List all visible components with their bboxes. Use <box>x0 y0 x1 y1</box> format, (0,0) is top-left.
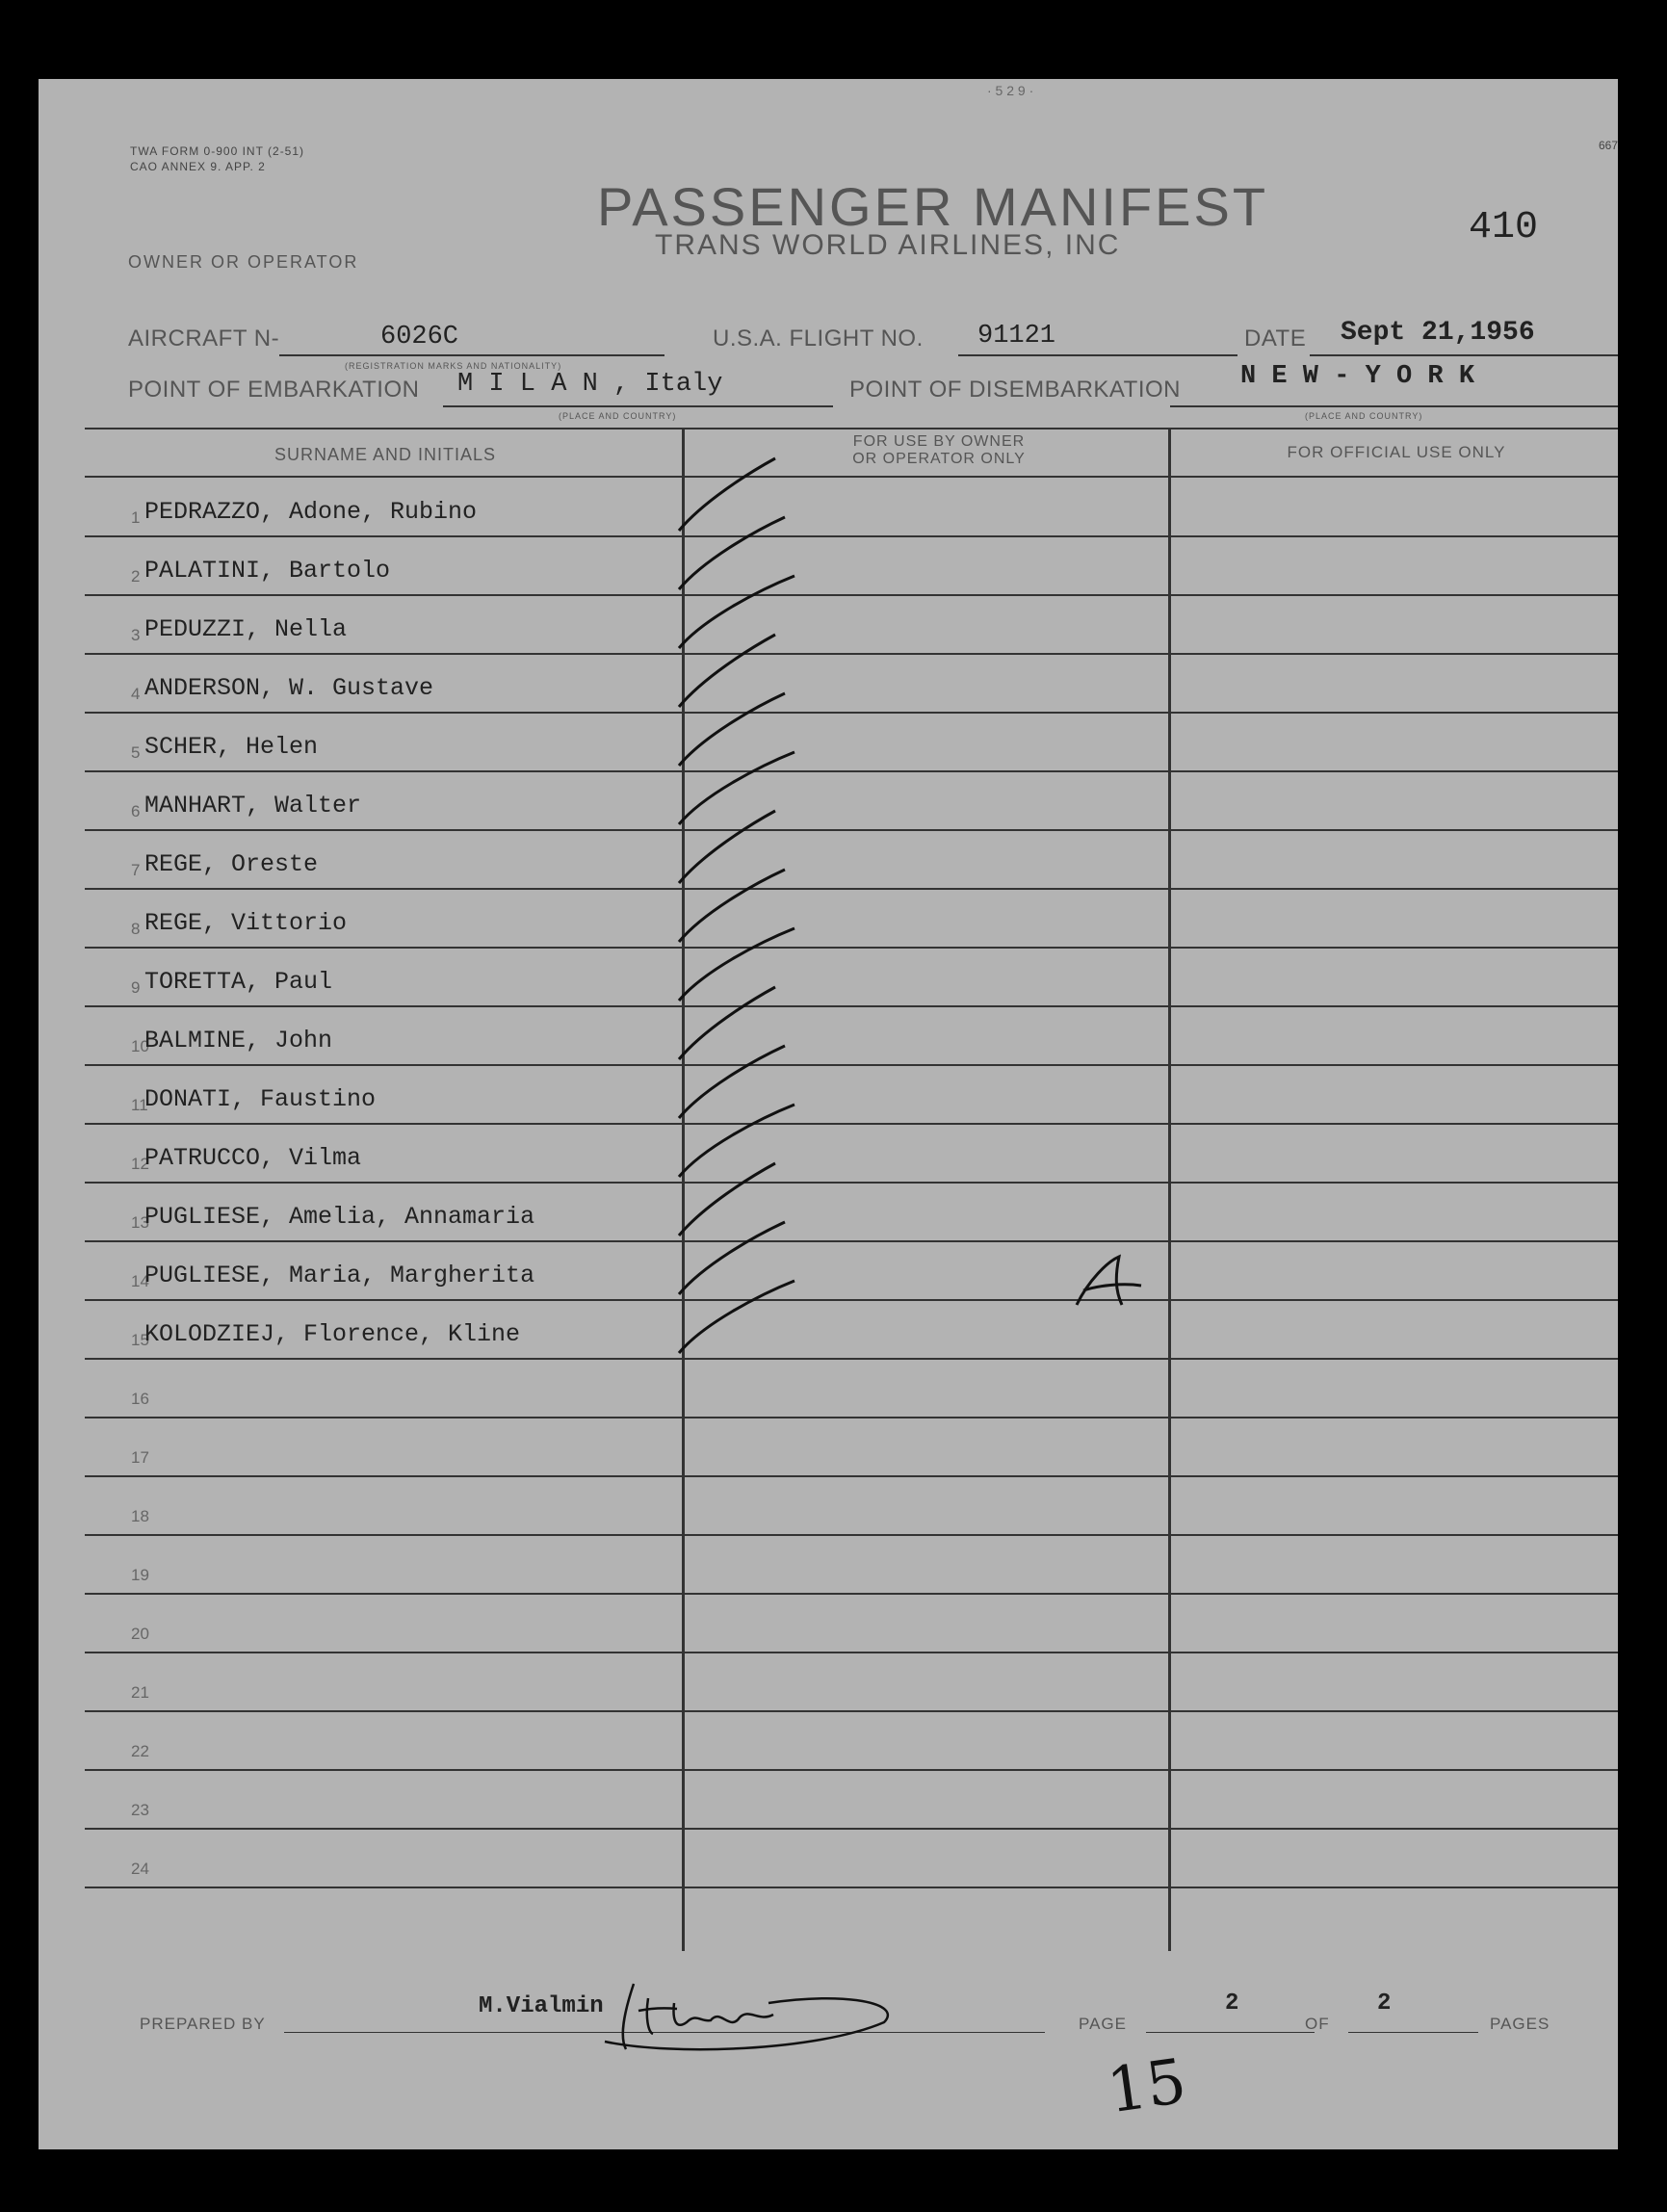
row-number: 4 <box>131 685 141 703</box>
aircraft-note: (REGISTRATION MARKS AND NATIONALITY) <box>345 361 562 371</box>
passenger-name: ANDERSON, W. Gustave <box>144 674 434 702</box>
row-number: 7 <box>131 861 141 879</box>
page-number: 2 <box>1225 1991 1239 2017</box>
row-number: 8 <box>131 920 141 938</box>
row-number: 24 <box>131 1860 149 1878</box>
check-mark <box>679 752 794 824</box>
passenger-name: KOLODZIEJ, Florence, Kline <box>144 1320 521 1348</box>
of-label: OF <box>1305 2015 1330 2033</box>
row-number: 17 <box>131 1448 149 1467</box>
owner-operator-label: OWNER OR OPERATOR <box>128 252 359 272</box>
passenger-name: TORETTA, Paul <box>144 968 333 996</box>
pages-label: PAGES <box>1490 2015 1550 2033</box>
prepared-by-label: PREPARED BY <box>140 2015 266 2033</box>
airline-name: TRANS WORLD AIRLINES, INC <box>655 229 1121 261</box>
passenger-name: BALMINE, John <box>144 1027 333 1054</box>
passenger-name: PUGLIESE, Maria, Margherita <box>144 1262 535 1289</box>
top-stamp: · 5 2 9 · <box>987 83 1034 98</box>
check-mark <box>679 635 775 707</box>
column-surname: SURNAME AND INITIALS <box>273 445 497 464</box>
check-mark <box>679 458 775 531</box>
check-mark <box>679 1281 794 1353</box>
passenger-name: PEDUZZI, Nella <box>144 615 348 643</box>
check-mark <box>679 1222 785 1294</box>
aircraft-number: 6026C <box>380 323 459 351</box>
flight-number: 91121 <box>977 322 1056 351</box>
passenger-name: PUGLIESE, Amelia, Annamaria <box>144 1203 535 1231</box>
document-number: 410 <box>1469 206 1539 249</box>
check-mark <box>679 987 775 1059</box>
row-number: 10 <box>131 1037 149 1055</box>
row-number: 14 <box>131 1272 149 1290</box>
disembarkation-place: N E W - Y O R K <box>1240 362 1475 391</box>
flight-date: Sept 21,1956 <box>1341 318 1535 348</box>
signature <box>595 1965 932 2070</box>
passenger-name: REGE, Vittorio <box>144 909 348 937</box>
check-mark <box>679 870 785 942</box>
row-number: 11 <box>131 1096 148 1114</box>
passenger-name: SCHER, Helen <box>144 733 319 761</box>
check-mark <box>679 1046 785 1118</box>
passenger-name: DONATI, Faustino <box>144 1085 377 1113</box>
row-number: 23 <box>131 1801 149 1819</box>
aircraft-label: AIRCRAFT N- <box>128 325 280 351</box>
check-mark <box>679 1163 775 1236</box>
row-number: 20 <box>131 1625 149 1643</box>
column-owner-line2: OR OPERATOR ONLY <box>852 451 1026 467</box>
row-number: 19 <box>131 1566 149 1584</box>
check-mark <box>679 517 785 589</box>
date-label: DATE <box>1244 325 1307 351</box>
row-number: 1 <box>131 508 141 527</box>
passenger-name: REGE, Oreste <box>144 850 319 878</box>
check-marks <box>39 79 1618 2149</box>
disembarkation-label: POINT OF DISEMBARKATION <box>849 377 1181 403</box>
column-owner-line1: FOR USE BY OWNER <box>852 433 1026 450</box>
passenger-name: PEDRAZZO, Adone, Rubino <box>144 498 478 526</box>
passenger-name: MANHART, Walter <box>144 792 362 820</box>
row-number: 22 <box>131 1742 149 1760</box>
row-number: 3 <box>131 626 141 644</box>
flight-label: U.S.A. FLIGHT NO. <box>713 325 924 351</box>
row-number: 16 <box>131 1390 149 1408</box>
check-mark <box>679 693 785 766</box>
row-number: 6 <box>131 802 141 820</box>
passenger-name: PATRUCCO, Vilma <box>144 1144 362 1172</box>
row-number: 21 <box>131 1683 149 1702</box>
handwritten-initial <box>1069 1252 1146 1319</box>
form-code-line1: TWA FORM 0-900 INT (2-51) <box>130 144 305 158</box>
column-official: FOR OFFICIAL USE ONLY <box>1287 443 1506 461</box>
manifest-sheet <box>39 79 1618 2149</box>
check-mark <box>679 1105 794 1177</box>
of-underline <box>1348 2032 1478 2033</box>
form-code-line2: CAO ANNEX 9. APP. 2 <box>130 160 266 173</box>
page-code: 667 <box>1598 139 1618 152</box>
row-number: 13 <box>131 1213 149 1232</box>
check-mark <box>679 811 775 883</box>
row-number: 5 <box>131 743 141 762</box>
total-pages: 2 <box>1377 1991 1392 2017</box>
check-mark <box>679 576 794 648</box>
prepared-by-name: M.Vialmin <box>479 1993 604 2019</box>
page-underline <box>1146 2032 1315 2033</box>
embarkation-place: M I L A N , Italy <box>457 370 723 399</box>
row-number: 2 <box>131 567 141 586</box>
embarkation-label: POINT OF EMBARKATION <box>128 377 420 403</box>
disembarkation-note: (PLACE AND COUNTRY) <box>1305 411 1423 421</box>
row-number: 15 <box>131 1331 149 1349</box>
row-number: 18 <box>131 1507 149 1525</box>
page-label: PAGE <box>1079 2015 1127 2033</box>
row-number: 9 <box>131 978 141 997</box>
check-mark <box>679 928 794 1001</box>
manifest-title: PASSENGER MANIFEST <box>597 176 1269 237</box>
handwritten-total: 15 <box>1103 2045 1191 2128</box>
passenger-name: PALATINI, Bartolo <box>144 557 391 585</box>
embarkation-note: (PLACE AND COUNTRY) <box>559 411 677 421</box>
row-number: 12 <box>131 1155 149 1173</box>
